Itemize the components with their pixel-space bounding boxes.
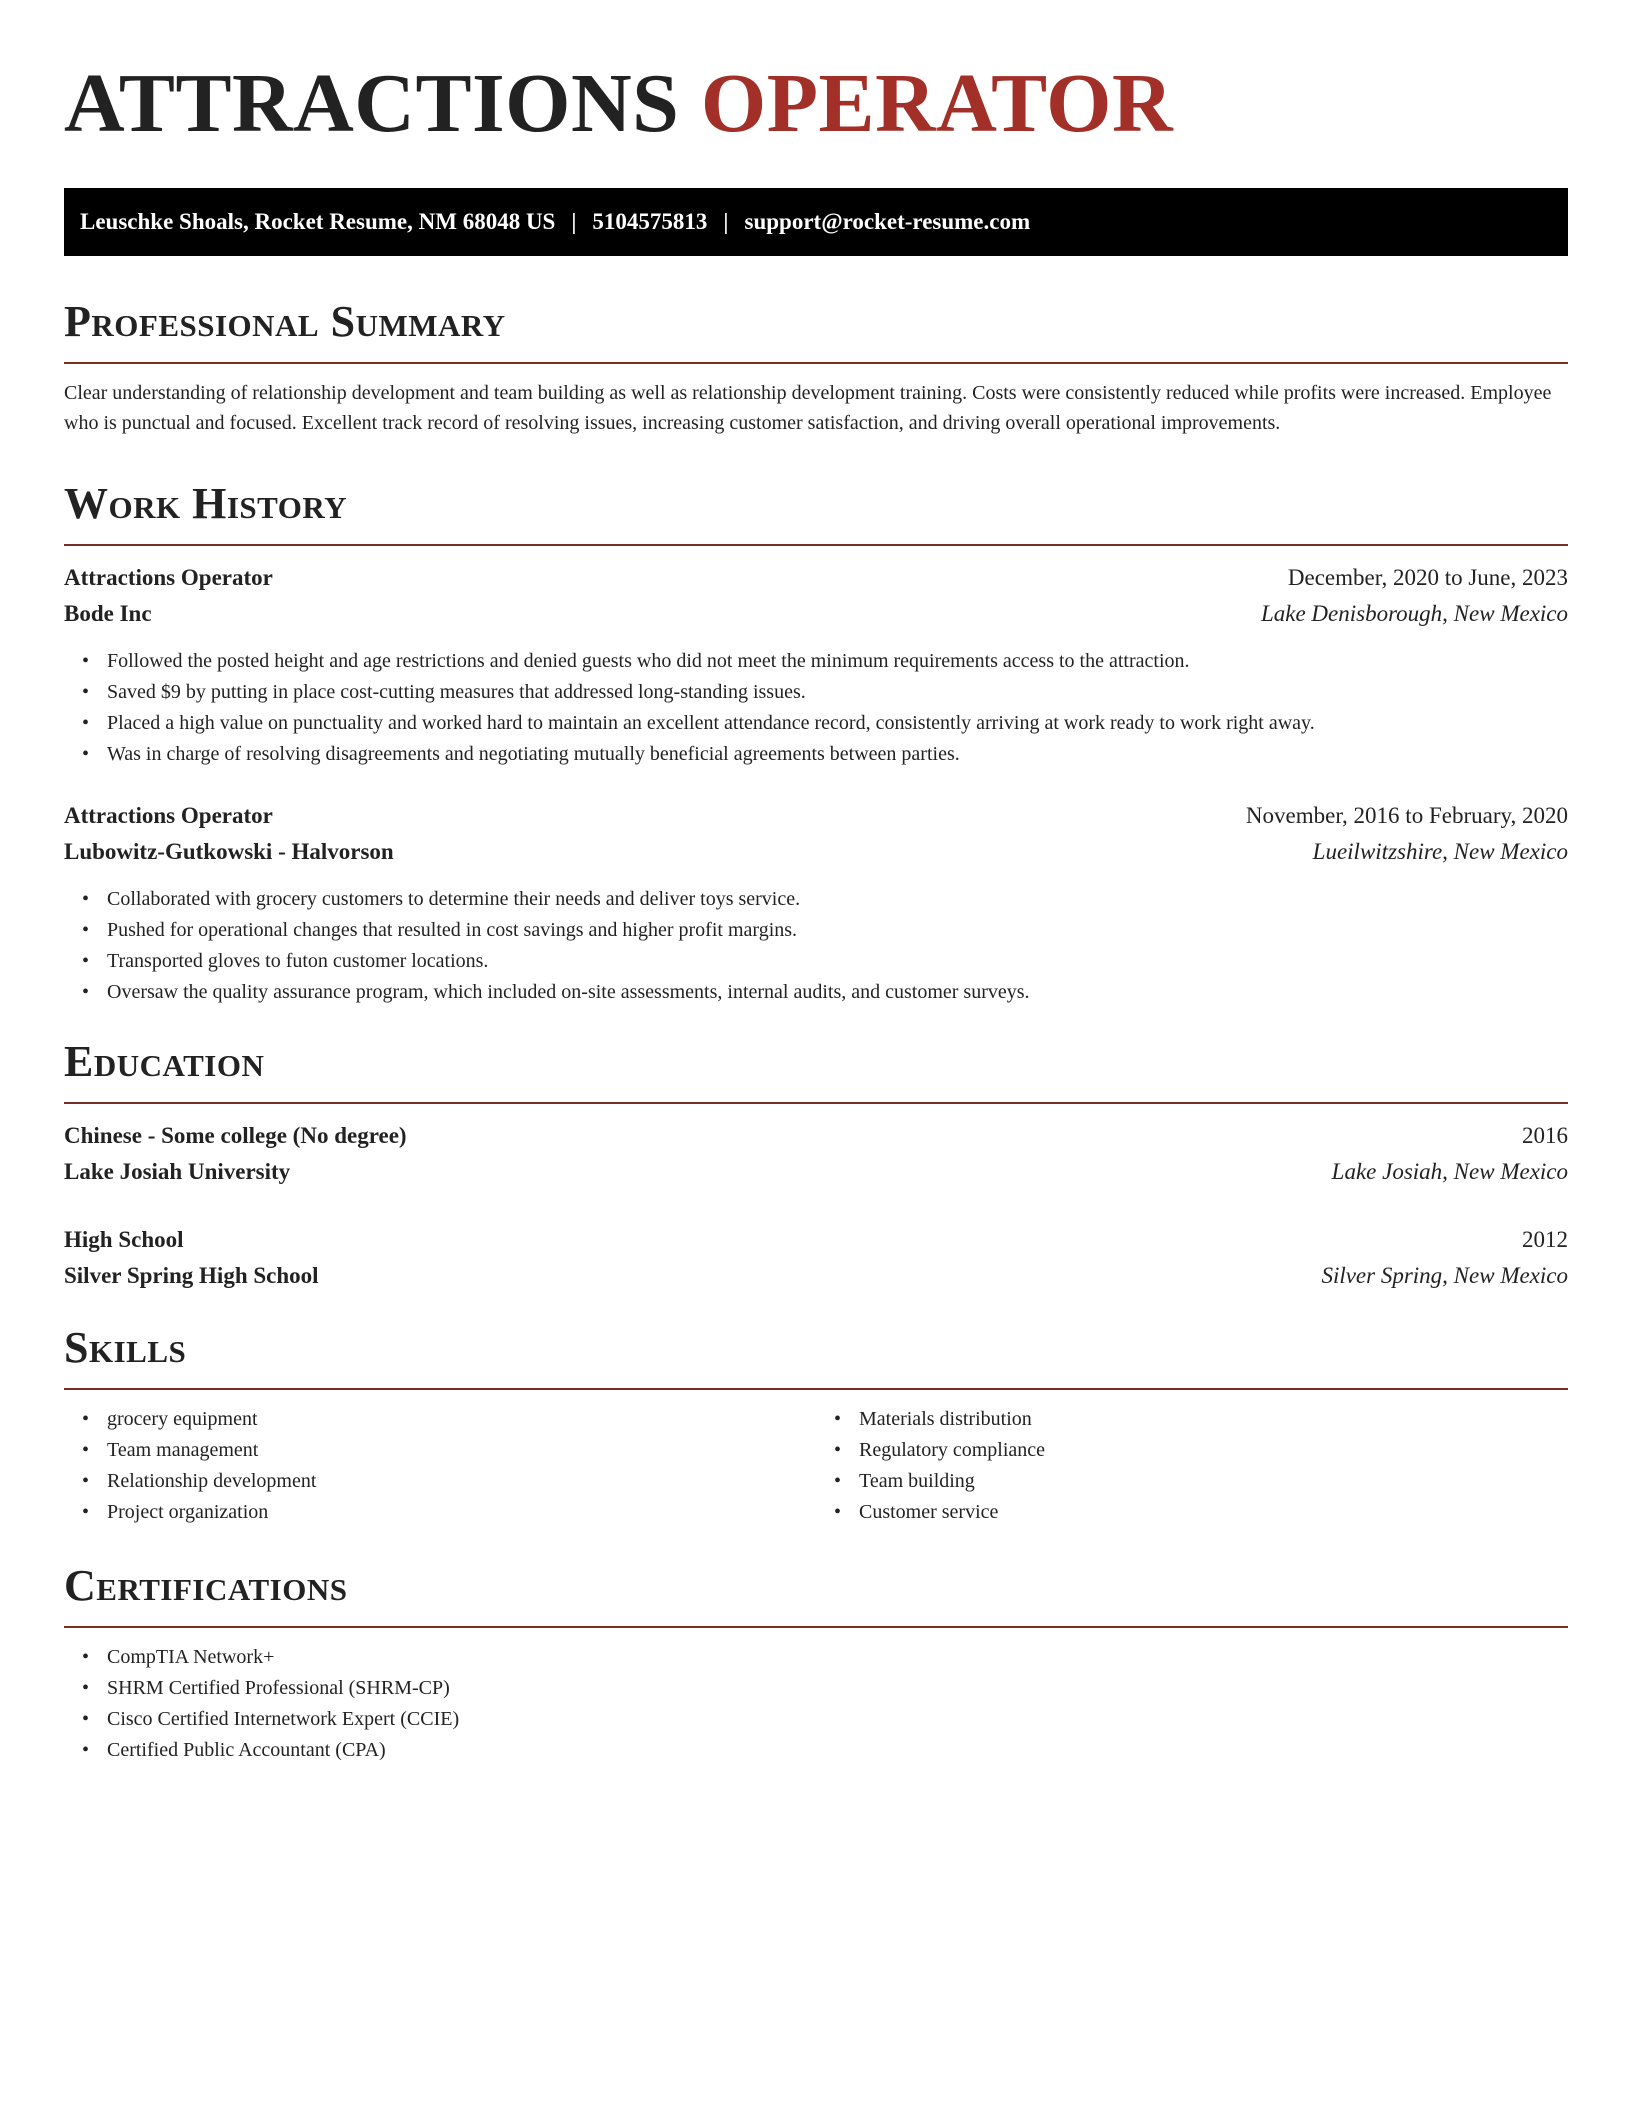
list-item: • CompTIA Network+ — [64, 1642, 1568, 1673]
title-accent: OPERATOR — [700, 57, 1174, 150]
skills-section — [64, 1324, 1568, 1528]
section-heading-summary: Professional Summary — [64, 297, 506, 346]
list-item: • Transported gloves to futon customer locations. — [64, 946, 1568, 977]
list-item: • Saved $9 by putting in place cost-cutting measures that addressed long-standing issues. — [64, 677, 1568, 708]
bullet-icon: • — [834, 1408, 842, 1430]
skills-column-right — [816, 1404, 1568, 1528]
resume-title — [64, 56, 1568, 152]
bullet-icon: • — [82, 1708, 90, 1730]
section-divider — [64, 544, 1568, 546]
section-heading-skills: Skills — [64, 1323, 187, 1372]
list-item: • SHRM Certified Professional (SHRM-CP) — [64, 1673, 1568, 1704]
bullet-icon: • — [82, 1470, 90, 1492]
education-school: Silver Spring High School — [64, 1263, 319, 1288]
list-item: • Oversaw the quality assurance program, which included on-site assessments, internal audits, and customer surveys. — [64, 977, 1568, 1008]
job-location: Lake Denisborough, New Mexico — [1260, 601, 1568, 626]
bullet-icon: • — [82, 1408, 90, 1430]
education-year: 2016 — [1522, 1123, 1568, 1148]
title-main: ATTRACTIONS — [64, 57, 680, 150]
job-company: Lubowitz-Gutkowski - Halvorson — [64, 839, 394, 864]
section-divider — [64, 1388, 1568, 1390]
section-heading-education: Education — [64, 1037, 265, 1086]
job-dates: December, 2020 to June, 2023 — [1287, 565, 1568, 590]
job-entry — [64, 560, 1568, 770]
education-entry — [64, 1118, 1568, 1190]
bullet-icon: • — [82, 919, 90, 941]
contact-separator: | — [571, 209, 577, 234]
bullet-icon: • — [82, 950, 90, 972]
job-title: Attractions Operator — [64, 803, 273, 828]
skills-list — [816, 1404, 1568, 1528]
education-location: Silver Spring, New Mexico — [1321, 1263, 1568, 1288]
list-item: • grocery equipment — [64, 1404, 816, 1435]
bullet-icon: • — [82, 1739, 90, 1761]
bullet-icon: • — [82, 1439, 90, 1461]
list-item: • Team building — [816, 1466, 1568, 1497]
summary-text: Clear understanding of relationship development and team building as well as relationship development training. Costs were consistently reduced while profits were increased. Employee who is punctual and focused. Excellent track record of resolving issues, increasing customer satisfaction, and driving overall operational improvements. — [64, 382, 1552, 434]
list-item: • Relationship development — [64, 1466, 816, 1497]
education-section — [64, 1038, 1568, 1294]
bullet-icon: • — [82, 1646, 90, 1668]
bullet-icon: • — [834, 1470, 842, 1492]
skills-grid — [64, 1404, 1568, 1528]
list-item: • Customer service — [816, 1497, 1568, 1528]
bullet-icon: • — [82, 712, 90, 734]
contact-bar — [64, 188, 1568, 256]
list-item: • Cisco Certified Internetwork Expert (CCIE) — [64, 1704, 1568, 1735]
summary-section — [64, 298, 1568, 438]
list-item: • Followed the posted height and age restrictions and denied guests who did not meet the minimum requirements access to the attraction. — [64, 646, 1568, 677]
section-divider — [64, 362, 1568, 364]
education-location: Lake Josiah, New Mexico — [1331, 1159, 1568, 1184]
education-school: Lake Josiah University — [64, 1159, 291, 1184]
certifications-section — [64, 1562, 1568, 1766]
list-item: • Regulatory compliance — [816, 1435, 1568, 1466]
list-item: • Project organization — [64, 1497, 816, 1528]
skills-list — [64, 1404, 816, 1528]
education-degree: Chinese - Some college (No degree) — [64, 1123, 407, 1148]
bullet-icon: • — [82, 1677, 90, 1699]
section-divider — [64, 1626, 1568, 1628]
work-history-section — [64, 480, 1568, 1008]
certifications-list — [64, 1642, 1568, 1766]
section-divider — [64, 1102, 1568, 1104]
section-heading-work-history: Work History — [64, 479, 348, 528]
contact-phone[interactable]: 5104575813 — [592, 209, 708, 234]
job-company: Bode Inc — [64, 601, 152, 626]
skills-column-left — [64, 1404, 816, 1528]
job-duties-list — [64, 646, 1568, 770]
bullet-icon: • — [82, 743, 90, 765]
bullet-icon: • — [834, 1439, 842, 1461]
job-location: Lueilwitzshire, New Mexico — [1312, 839, 1568, 864]
bullet-icon: • — [82, 681, 90, 703]
list-item: • Was in charge of resolving disagreements and negotiating mutually beneficial agreements between parties. — [64, 739, 1568, 770]
section-heading-certifications: Certifications — [64, 1561, 348, 1610]
list-item: • Placed a high value on punctuality and worked hard to maintain an excellent attendance record, consistently arriving at work ready to work right away. — [64, 708, 1568, 739]
education-year: 2012 — [1522, 1227, 1568, 1252]
contact-email[interactable]: support@rocket-resume.com — [744, 209, 1031, 234]
list-item: • Materials distribution — [816, 1404, 1568, 1435]
list-item: • Certified Public Accountant (CPA) — [64, 1735, 1568, 1766]
contact-separator: | — [723, 209, 729, 234]
job-dates: November, 2016 to February, 2020 — [1245, 803, 1568, 828]
list-item: • Team management — [64, 1435, 816, 1466]
education-degree: High School — [64, 1227, 184, 1252]
bullet-icon: • — [834, 1501, 842, 1523]
bullet-icon: • — [82, 981, 90, 1003]
job-duties-list — [64, 884, 1568, 1008]
job-entry — [64, 798, 1568, 1008]
bullet-icon: • — [82, 1501, 90, 1523]
list-item: • Pushed for operational changes that resulted in cost savings and higher profit margins. — [64, 915, 1568, 946]
job-title: Attractions Operator — [64, 565, 273, 590]
bullet-icon: • — [82, 650, 90, 672]
bullet-icon: • — [82, 888, 90, 910]
list-item: • Collaborated with grocery customers to determine their needs and deliver toys service. — [64, 884, 1568, 915]
contact-address: Leuschke Shoals, Rocket Resume, NM 68048 US — [80, 209, 556, 234]
education-entry — [64, 1222, 1568, 1294]
